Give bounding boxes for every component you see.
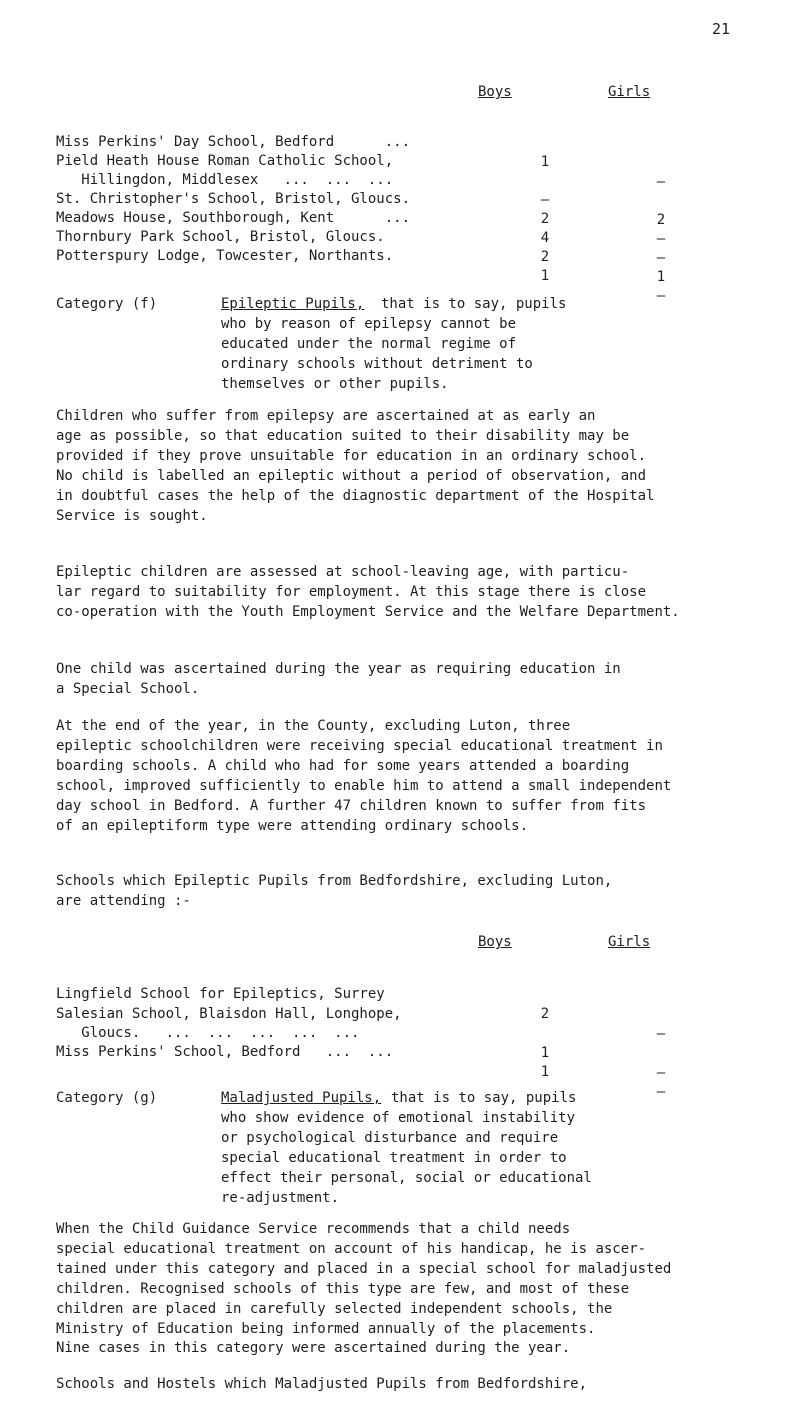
category-first-line: that is to say, pupils <box>391 1090 577 1106</box>
paragraph: Schools which Epileptic Pupils from Bedfordshire, excluding Luton, are attending :- <box>56 873 613 909</box>
girls-count: — <box>656 1084 666 1100</box>
school-name: Gloucs. ... ... ... ... ... <box>56 1025 360 1041</box>
category-first-line: that is to say, pupils <box>381 296 567 312</box>
table-row <box>56 984 756 1022</box>
paragraph: Nine cases in this category were ascertained during the year. <box>56 1340 571 1356</box>
girls-count: — <box>656 288 666 304</box>
category-g-definition <box>56 1088 756 1208</box>
school-name: Hillingdon, Middlesex ... ... ... <box>56 172 394 188</box>
school-name: Meadows House, Southborough, Kent ... <box>56 210 411 226</box>
col-header-boys: Boys <box>478 84 512 100</box>
boys-count: 4 <box>540 230 550 246</box>
school-name: Miss Perkins' Day School, Bedford ... <box>56 134 411 150</box>
col-header-girls: Girls <box>608 934 651 950</box>
school-name: St. Christopher's School, Bristol, Gloucs. <box>56 191 411 207</box>
category-label: Category (f) <box>56 296 158 312</box>
category-title: Epileptic Pupils, <box>221 296 365 312</box>
col-header-boys: Boys <box>478 934 512 950</box>
school-name: Miss Perkins' School, Bedford ... ... <box>56 1044 394 1060</box>
girls-count: 1 <box>656 269 666 285</box>
boys-count: 2 <box>540 249 550 265</box>
girls-count: — <box>656 231 666 247</box>
paragraph: One child was ascertained during the year as requiring education in a Special School. <box>56 661 621 697</box>
page-number: 21 <box>712 20 731 38</box>
boys-count: — <box>540 192 550 208</box>
col-header-girls: Girls <box>608 84 651 100</box>
school-name: Thornbury Park School, Bristol, Gloucs. <box>56 229 385 245</box>
girls-count: — <box>656 250 666 266</box>
girls-count: — <box>656 174 666 190</box>
category-f-definition <box>56 294 756 394</box>
boys-count: 1 <box>540 1045 550 1061</box>
paragraph: Epileptic children are assessed at school-leaving age, with particu- lar regard to suitability for employment. At this stage there is close co-operation with the Youth Employment Service and the Welfare Department. <box>56 564 680 620</box>
girls-count: — <box>656 1065 666 1081</box>
table-row <box>56 131 756 169</box>
category-description: who show evidence of emotional instability or psychological disturbance and require special educational treatment in order to effect their personal, social or educational re-adjustment. <box>221 1110 592 1206</box>
school-name: Lingfield School for Epileptics, Surrey <box>56 986 385 1002</box>
paragraph: Children who suffer from epilepsy are ascertained at as early an age as possible, so that education suited to their disability may be provided if they prove unsuitable for education in an ordinary school. No child is labelled an epileptic without a period of observation, and in doubtful cases the help of the diagnostic department of the Hospital Service is sought. <box>56 408 655 524</box>
paragraph: At the end of the year, in the County, excluding Luton, three epileptic schoolchildren were receiving special educational treatment in boarding schools. A child who had for some years attended a boarding school, improved sufficiently to enable him to attend a small independent day school in Bedford. A further 47 children known to suffer from fits of an epileptiform type were attending ordinary schools. <box>56 718 672 834</box>
girls-count: — <box>656 1026 666 1042</box>
boys-count: 1 <box>540 154 550 170</box>
category-description: who by reason of epilepsy cannot be educated under the normal regime of ordinary schools without detriment to themselves or other pupils. <box>221 316 533 392</box>
boys-count: 1 <box>540 1064 550 1080</box>
category-label: Category (g) <box>56 1090 158 1106</box>
school-name: Potterspury Lodge, Towcester, Northants. <box>56 248 394 264</box>
boys-count: 2 <box>540 1006 550 1022</box>
paragraph: Schools and Hostels which Maladjusted Pupils from Bedfordshire, <box>56 1376 588 1392</box>
category-title: Maladjusted Pupils, <box>221 1090 382 1106</box>
girls-count: 2 <box>656 212 666 228</box>
boys-count: 2 <box>540 211 550 227</box>
boys-count: 1 <box>540 268 550 284</box>
school-name: Pield Heath House Roman Catholic School, <box>56 153 394 169</box>
paragraph: When the Child Guidance Service recommends that a child needs special educational treatment on account of his handicap, he is ascer- tained under this category and placed in a special school for maladjusted children. Recognised schools of this type are few, and most of these children are placed in carefully selected independent schools, the Ministry of Education being informed annually of the placements. <box>56 1221 672 1337</box>
school-name: Salesian School, Blaisdon Hall, Longhope, <box>56 1006 402 1022</box>
